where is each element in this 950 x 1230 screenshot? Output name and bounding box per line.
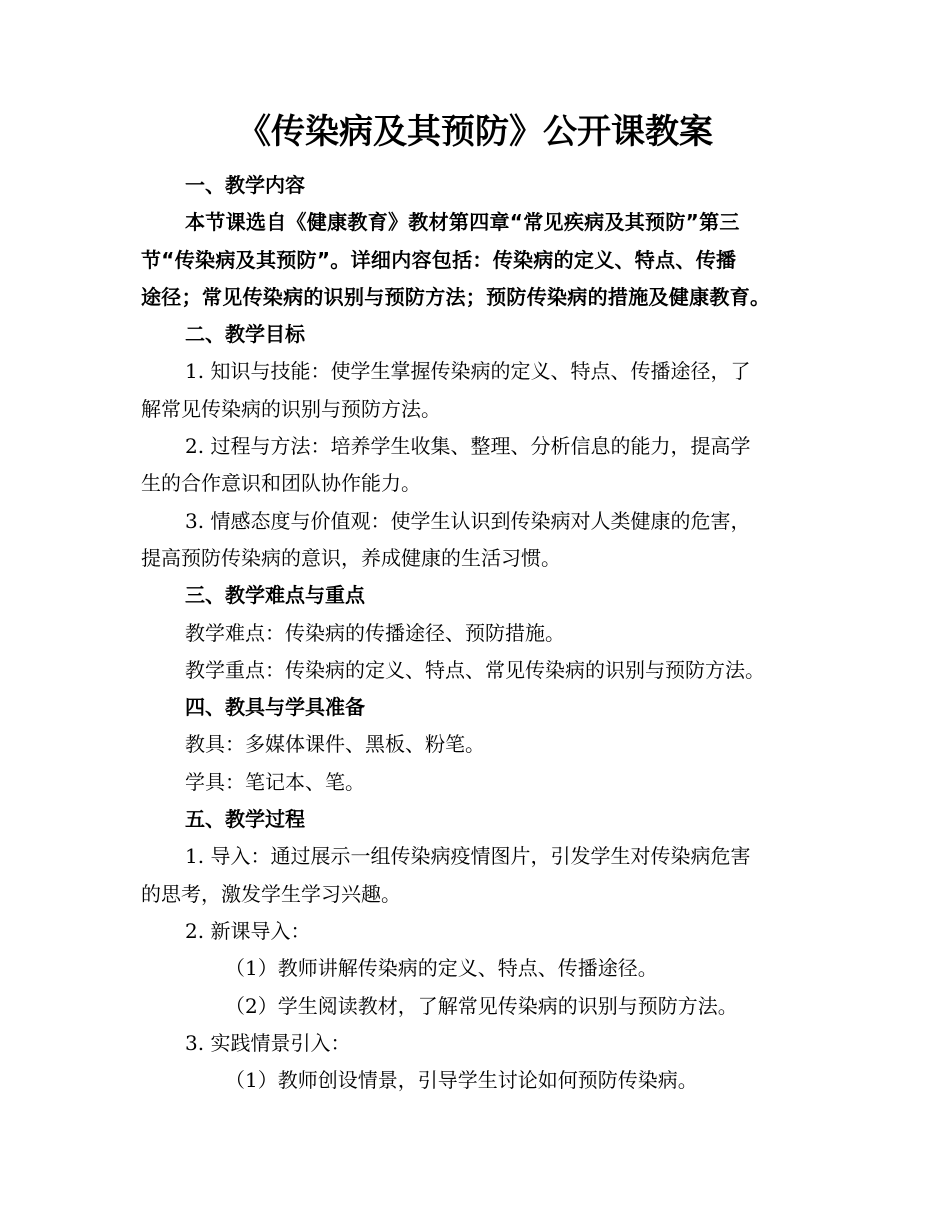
goal-item-3-line-2: 提高预防传染病的意识，养成健康的生活习惯。 <box>141 545 561 570</box>
section-heading-content: 一、教学内容 <box>185 173 305 197</box>
process-item-2-sub-2: （2）学生阅读教材，了解常见传染病的识别与预防方法。 <box>225 993 738 1018</box>
content-paragraph-line-1: 本节课选自《健康教育》教材第四章“常见疾病及其预防”第三 <box>185 210 740 235</box>
process-item-3-sub-1: （1）教师创设情景，引导学生讨论如何预防传染病。 <box>225 1068 698 1093</box>
goal-item-2-line-1: 2. 过程与方法：培养学生收集、整理、分析信息的能力，提高学 <box>185 434 751 459</box>
goal-item-3-line-1: 3. 情感态度与价值观：使学生认识到传染病对人类健康的危害， <box>185 508 751 533</box>
section-heading-difficulty: 三、教学难点与重点 <box>185 583 365 608</box>
difficulty-hard-point: 教学难点：传染病的传播途径、预防措施。 <box>185 620 565 645</box>
goal-item-2-line-2: 生的合作意识和团队协作能力。 <box>141 471 421 496</box>
goal-item-1-line-2: 解常见传染病的识别与预防方法。 <box>141 396 441 421</box>
section-heading-goals: 二、教学目标 <box>185 322 305 347</box>
section-heading-tools: 四、教具与学具准备 <box>185 695 365 720</box>
process-item-1-line-1: 1. 导入：通过展示一组传染病疫情图片，引发学生对传染病危害 <box>185 844 751 869</box>
content-paragraph-line-3: 途径；常见传染病的识别与预防方法；预防传染病的措施及健康教育。 <box>141 284 771 309</box>
goal-item-1-line-1: 1. 知识与技能：使学生掌握传染病的定义、特点、传播途径，了 <box>185 359 751 384</box>
tools-teacher: 教具：多媒体课件、黑板、粉笔。 <box>185 732 485 757</box>
content-paragraph-line-2: 节“传染病及其预防”。详细内容包括：传染病的定义、特点、传播 <box>141 247 737 272</box>
document-body <box>141 167 811 1099</box>
document-title: 《传染病及其预防》公开课教案 <box>237 112 713 152</box>
process-item-1-line-2: 的思考，激发学生学习兴趣。 <box>141 881 401 906</box>
process-item-2-sub-1: （1）教师讲解传染病的定义、特点、传播途径。 <box>225 956 658 981</box>
difficulty-key-point: 教学重点：传染病的定义、特点、常见传染病的识别与预防方法。 <box>185 657 765 682</box>
tools-student: 学具：笔记本、笔。 <box>185 769 365 794</box>
process-item-3: 3. 实践情景引入： <box>185 1030 351 1055</box>
section-heading-process: 五、教学过程 <box>185 807 305 832</box>
process-item-2: 2. 新课导入： <box>185 918 311 943</box>
